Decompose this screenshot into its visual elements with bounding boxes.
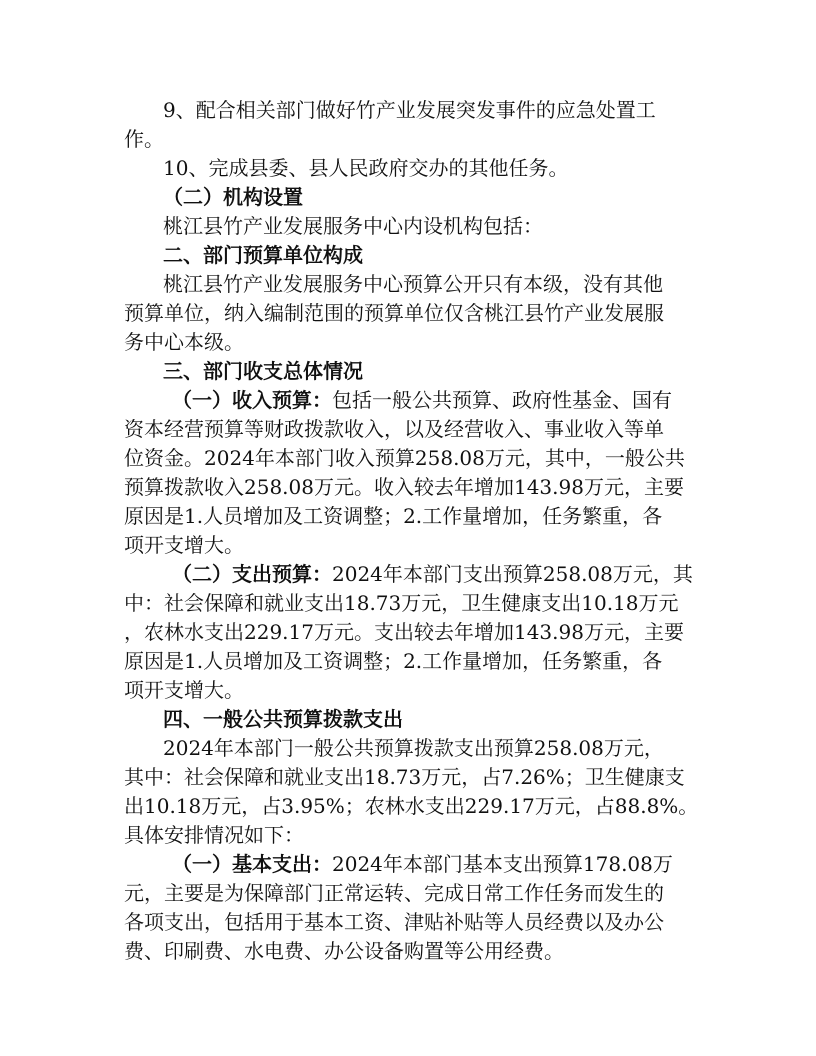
text-line: 中：社会保障和就业支出18.73万元，卫生健康支出10.18万元 xyxy=(124,591,679,615)
text-line: 其中：社会保障和就业支出18.73万元，占7.26%；卫生健康支 xyxy=(124,765,685,789)
subheading-expenditure: （二）支出预算： xyxy=(172,562,332,586)
text-line xyxy=(172,850,704,878)
text-line: 资本经营预算等财政拨款收入，以及经营收入、事业收入等单 xyxy=(124,417,664,441)
text-line xyxy=(172,560,704,588)
text-line: 原因是1.人员增加及工资调整；2.工作量增加，任务繁重，各 xyxy=(124,504,663,528)
section-heading: 四、一般公共预算拨款支出 xyxy=(163,707,403,731)
section-heading: （二）机构设置 xyxy=(163,185,303,209)
text-line: 出10.18万元，占3.95%；农林水支出229.17万元，占88.8%。 xyxy=(124,794,699,818)
text-line: 作。 xyxy=(124,127,164,151)
text-span: 2024年本部门支出预算258.08万元，其 xyxy=(332,562,693,586)
text-span: 包括一般公共预算、政府性基金、国有 xyxy=(332,388,672,412)
text-line xyxy=(172,386,704,414)
text-line: 各项支出，包括用于基本工资、津贴补贴等人员经费以及办公 xyxy=(124,910,664,934)
subheading-basic-expenditure: （一）基本支出： xyxy=(172,852,332,876)
text-span: 2024年本部门基本支出预算178.08万 xyxy=(332,852,673,876)
text-line: 位资金。2024年本部门收入预算258.08万元，其中，一般公共 xyxy=(124,446,685,470)
text-line: ，农林水支出229.17万元。支出较去年增加143.98万元，主要 xyxy=(124,620,684,644)
text-line: 原因是1.人员增加及工资调整；2.工作量增加，任务繁重，各 xyxy=(124,649,663,673)
text-line: 桃江县竹产业发展服务中心内设机构包括： xyxy=(163,214,543,238)
text-line: 2024年本部门一般公共预算拨款支出预算258.08万元， xyxy=(163,736,664,760)
section-heading: 二、部门预算单位构成 xyxy=(163,243,363,267)
text-line: 务中心本级。 xyxy=(124,330,244,354)
text-line: 10、完成县委、县人民政府交办的其他任务。 xyxy=(163,156,569,180)
text-line: 预算拨款收入258.08万元。收入较去年增加143.98万元，主要 xyxy=(124,475,684,499)
text-line: 9、配合相关部门做好竹产业发展突发事件的应急处置工 xyxy=(163,98,656,122)
section-heading: 三、部门收支总体情况 xyxy=(163,359,363,383)
text-line: 具体安排情况如下： xyxy=(124,823,304,847)
text-line: 桃江县竹产业发展服务中心预算公开只有本级，没有其他 xyxy=(163,272,663,296)
subheading-income: （一）收入预算： xyxy=(172,388,332,412)
text-line: 元，主要是为保障部门正常运转、完成日常工作任务而发生的 xyxy=(124,881,664,905)
text-line: 项开支增大。 xyxy=(124,533,244,557)
text-line: 预算单位，纳入编制范围的预算单位仅含桃江县竹产业发展服 xyxy=(124,301,664,325)
text-line: 费、印刷费、水电费、办公设备购置等公用经费。 xyxy=(124,939,564,963)
text-line: 项开支增大。 xyxy=(124,678,244,702)
